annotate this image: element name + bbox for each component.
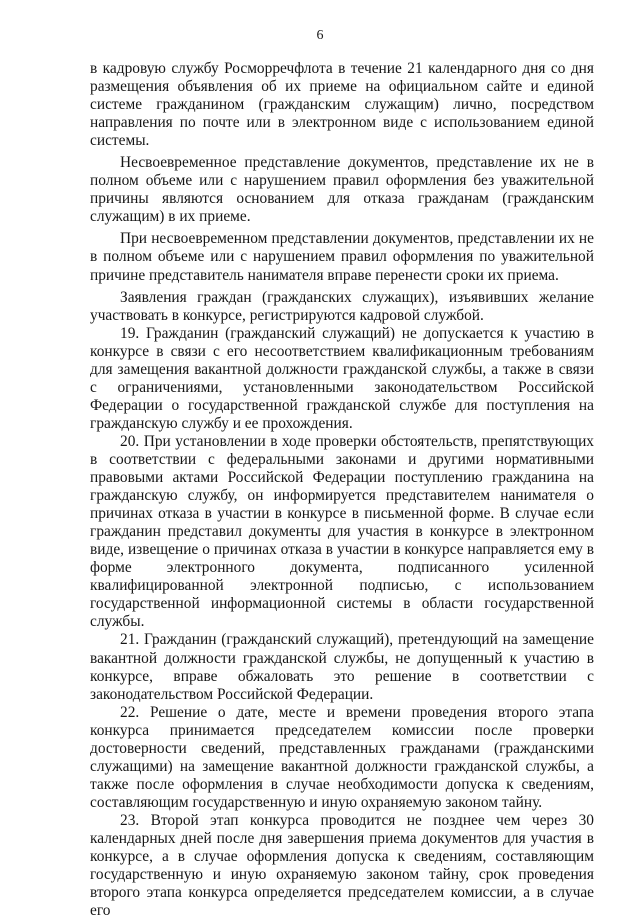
- paragraph-item-21: 21. Гражданин (гражданский служащий), претендующий на замещение вакантной должности гражданской службы, не допущенный к участию в конкурсе, вправе обжаловать это решение в соответствии с законодательством Российской Федерации.: [90, 631, 594, 703]
- document-body: [90, 60, 594, 920]
- paragraph-item-22: 22. Решение о дате, месте и времени проведения второго этапа конкурса принимается председателем комиссии после проверки достоверности сведений, представленных гражданами (гражданскими служащими) на замещение вакантной должности гражданской службы, а также после оформления в случае необходимости допуска к сведениям, составляющим государственную и иную охраняемую законом тайну.: [90, 703, 594, 811]
- paragraph-registration: Заявления граждан (гражданских служащих), изъявивших желание участвовать в конкурсе, регистрируются кадровой службой.: [90, 288, 594, 324]
- paragraph-valid-reason: При несвоевременном представлении документов, представлении их не в полном объеме или с нарушением правил оформления по уважительной причине представитель нанимателя вправе перенести сроки их приема.: [90, 230, 594, 284]
- paragraph-continuation: в кадровую службу Росморречфлота в течение 21 календарного дня со дня размещения объявления об их приеме на официальном сайте и единой системе гражданином (гражданским служащим) лично, посредством направления по почте или в электронном виде с использованием единой системы.: [90, 60, 594, 150]
- paragraph-item-23: 23. Второй этап конкурса проводится не позднее чем через 30 календарных дней после дня завершения приема документов для участия в конкурсе, а в случае оформления допуска к сведениям, составляющим государственную и иную охраняемую законом тайну, срок проведения второго этапа конкурса определяется председателем комиссии, а в случае его: [90, 811, 594, 920]
- page-number: 6: [316, 28, 324, 43]
- paragraph-item-19: 19. Гражданин (гражданский служащий) не допускается к участию в конкурсе в связи с его несоответствием квалификационным требованиям для замещения вакантной должности гражданской службы, а также в связи с ограничениями, установленными законодательством Российской Федерации о государственной гражданской службе для поступления на гражданскую службу и ее прохождения.: [90, 324, 594, 432]
- paragraph-item-20: 20. При установлении в ходе проверки обстоятельств, препятствующих в соответствии с федеральными законами и другими нормативными правовыми актами Российской Федерации поступлению гражданина на гражданскую службу, он информируется представителем нанимателя о причинах отказа в участии в конкурсе в письменной форме. В случае если гражданин представил документы для участия в конкурсе в электронном виде, извещение о причинах отказа в участии в конкурсе направляется ему в форме электронного документа, подписанного усиленной квалифицированной электронной подписью, с использованием государственной информационной системы в области государственной службы.: [90, 432, 594, 631]
- paragraph-late-submission: Несвоевременное представление документов, представление их не в полном объеме или с нарушением правил оформления без уважительной причины являются основанием для отказа гражданам (гражданским служащим) в их приеме.: [90, 154, 594, 226]
